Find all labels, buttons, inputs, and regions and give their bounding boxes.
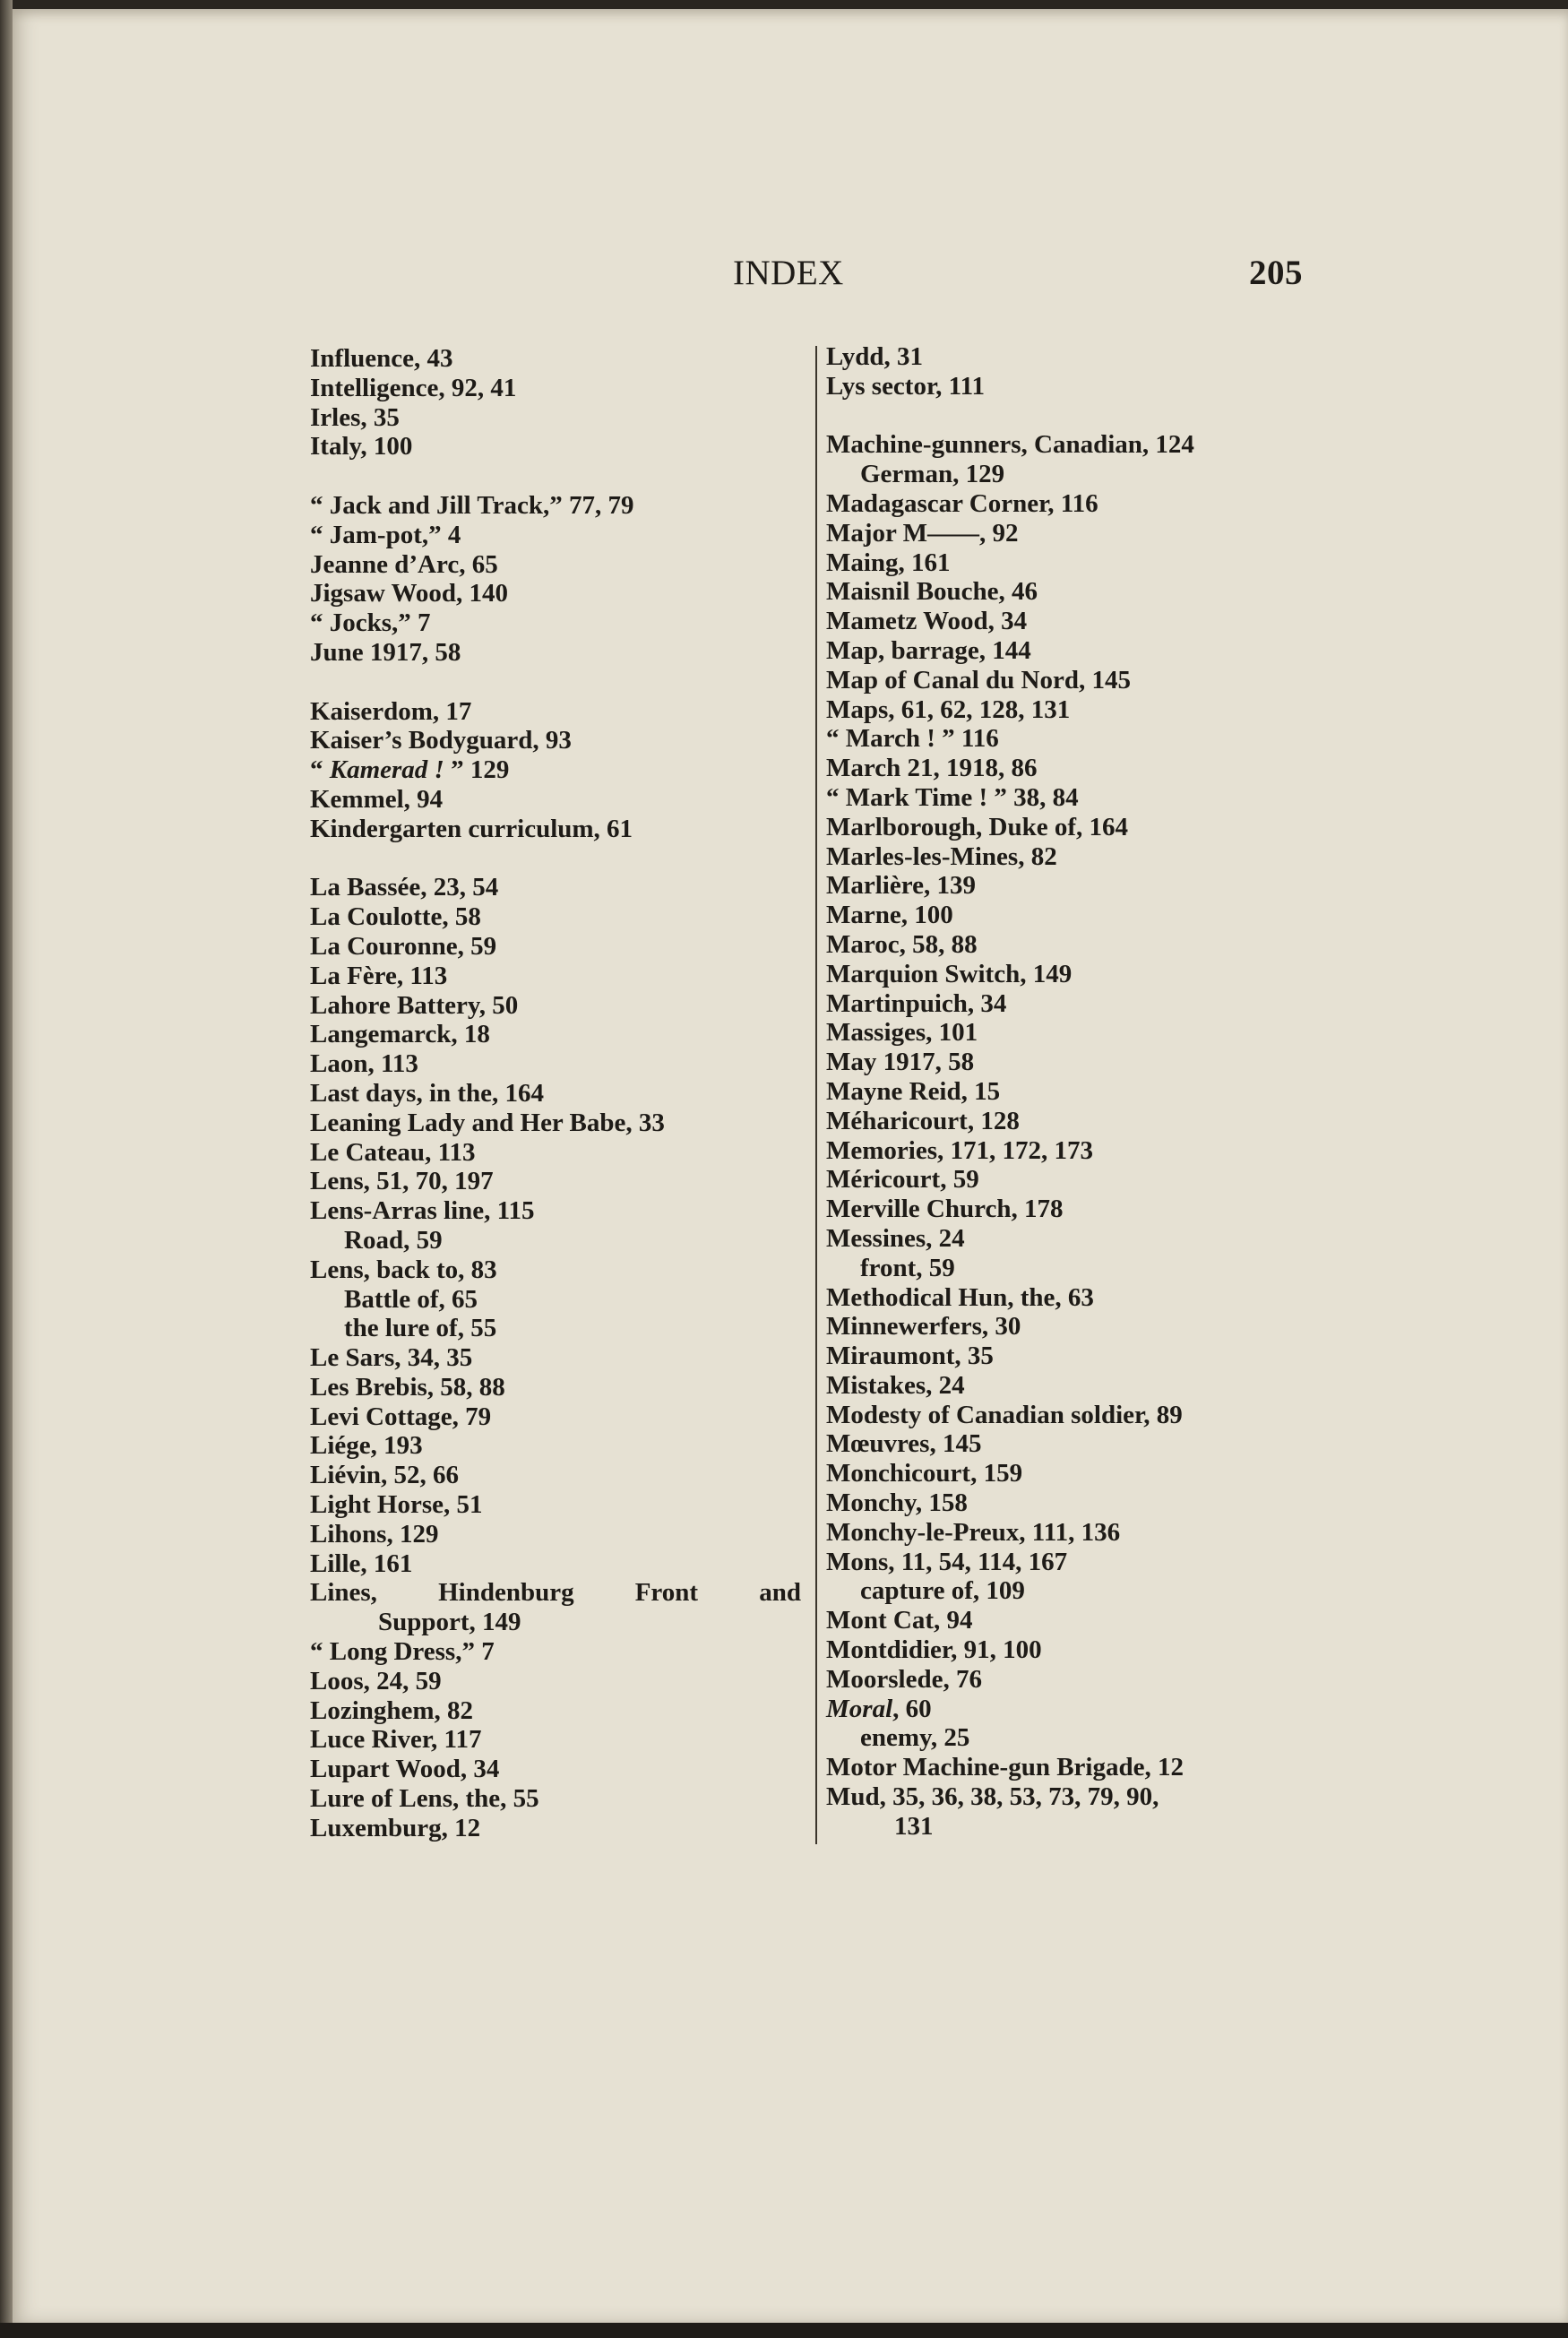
index-entry: Maps, 61, 62, 128, 131 — [826, 694, 1071, 724]
index-entry: “ Mark Time ! ” 38, 84 — [826, 782, 1079, 812]
index-entry: Italy, 100 — [310, 432, 413, 462]
index-entry: Monchy, 158 — [826, 1488, 968, 1518]
index-entry: Lys sector, 111 — [826, 371, 985, 401]
index-entry: Kindergarten curriculum, 61 — [310, 814, 633, 843]
index-entry: Les Brebis, 58, 88 — [310, 1372, 505, 1402]
index-entry: Lure of Lens, the, 55 — [310, 1784, 539, 1814]
index-entry: La Bassée, 23, 54 — [310, 873, 499, 902]
index-entry: Major M——, 92 — [826, 518, 1019, 548]
index-entry: Jigsaw Wood, 140 — [310, 579, 509, 608]
index-entry: Light Horse, 51 — [310, 1490, 483, 1520]
index-entry — [826, 1695, 1328, 1724]
index-entry: Lahore Battery, 50 — [310, 990, 519, 1020]
index-entry: March 21, 1918, 86 — [826, 754, 1038, 783]
index-entry: “ Jack and Jill Track,” 77, 79 — [310, 490, 634, 520]
index-entry: June 1917, 58 — [310, 637, 461, 667]
index-entry: Madagascar Corner, 116 — [826, 488, 1098, 518]
index-entry: Mametz Wood, 34 — [826, 607, 1028, 636]
index-entry: Mœuvres, 145 — [826, 1429, 982, 1459]
index-entry: Moorslede, 76 — [826, 1664, 982, 1694]
index-entry: Loos, 24, 59 — [310, 1666, 442, 1695]
index-entry: Leaning Lady and Her Babe, 33 — [310, 1108, 665, 1137]
entry-word: Front — [634, 1578, 699, 1608]
index-entry: Kaiserdom, 17 — [310, 696, 472, 726]
index-entry: Massiges, 101 — [826, 1018, 978, 1048]
index-entry: Montdidier, 91, 100 — [826, 1635, 1042, 1665]
index-entry: Machine-gunners, Canadian, 124 — [826, 430, 1194, 460]
entry-text-italic: Moral — [826, 1694, 893, 1723]
index-subentry: front, 59 — [860, 1253, 955, 1282]
entry-text: , 60 — [892, 1694, 932, 1723]
index-entry: Last days, in the, 164 — [310, 1078, 545, 1108]
entry-text: “ — [310, 755, 330, 785]
index-entry: Mud, 35, 36, 38, 53, 73, 79, 90, — [826, 1782, 1159, 1812]
index-subentry: German, 129 — [860, 460, 1005, 489]
index-entry: Liévin, 52, 66 — [310, 1461, 459, 1490]
index-entry: La Coulotte, 58 — [310, 902, 481, 932]
index-entry: Monchy-le-Preux, 111, 136 — [826, 1517, 1121, 1547]
index-entry: Liége, 193 — [310, 1431, 423, 1461]
index-continuation: Support, 149 — [378, 1608, 521, 1637]
index-entry: Lozinghem, 82 — [310, 1695, 474, 1725]
entry-text: ” 129 — [444, 755, 510, 785]
index-entry: “ March ! ” 116 — [826, 724, 999, 754]
section-gap — [310, 844, 801, 874]
running-head — [0, 253, 1568, 298]
index-entry: Luxemburg, 12 — [310, 1813, 481, 1842]
index-entry: Méharicourt, 128 — [826, 1106, 1020, 1135]
index-entry: Méricourt, 59 — [826, 1165, 979, 1195]
page-title: INDEX — [733, 254, 844, 292]
index-entry: Martinpuich, 34 — [826, 988, 1007, 1018]
index-entry: Mont Cat, 94 — [826, 1606, 973, 1635]
section-gap — [826, 401, 1328, 431]
index-entry: Messines, 24 — [826, 1223, 965, 1253]
index-entry: “ Jam-pot,” 4 — [310, 520, 461, 549]
index-entry: Mons, 11, 54, 114, 167 — [826, 1547, 1068, 1576]
index-entry: Irles, 35 — [310, 402, 400, 432]
index-entry: Intelligence, 92, 41 — [310, 373, 517, 402]
index-entry: Langemarck, 18 — [310, 1020, 490, 1049]
index-entry: Map of Canal du Nord, 145 — [826, 665, 1131, 694]
index-entry: Lihons, 129 — [310, 1519, 439, 1549]
index-entry: Kaiser’s Bodyguard, 93 — [310, 726, 572, 755]
index-entry: Marquion Switch, 149 — [826, 959, 1073, 988]
index-subentry: Battle of, 65 — [344, 1284, 478, 1314]
index-entry: Lupart Wood, 34 — [310, 1755, 500, 1784]
column-divider — [815, 346, 817, 1844]
index-entry: Marlière, 139 — [826, 871, 976, 901]
index-entry: Minnewerfers, 30 — [826, 1312, 1021, 1342]
index-entry — [310, 755, 801, 785]
index-entry: “ Jocks,” 7 — [310, 608, 431, 638]
index-entry: Kemmel, 94 — [310, 784, 444, 814]
index-subentry: Road, 59 — [344, 1225, 443, 1255]
index-entry: Monchicourt, 159 — [826, 1459, 1023, 1488]
index-entry: Motor Machine-gun Brigade, 12 — [826, 1753, 1184, 1782]
section-gap — [310, 668, 801, 697]
index-subentry: the lure of, 55 — [344, 1314, 497, 1343]
index-entry: Jeanne d’Arc, 65 — [310, 549, 498, 579]
index-entry: Marlborough, Duke of, 164 — [826, 812, 1129, 841]
index-entry: Maisnil Bouche, 46 — [826, 577, 1038, 607]
index-entry: Marne, 100 — [826, 901, 953, 930]
index-entry: Maroc, 58, 88 — [826, 929, 978, 959]
index-entry: Mayne Reid, 15 — [826, 1076, 1001, 1106]
index-subentry: enemy, 25 — [860, 1723, 970, 1753]
entry-word: Lines, — [310, 1578, 377, 1608]
index-entry: Map, barrage, 144 — [826, 635, 1031, 665]
index-subentry: capture of, 109 — [860, 1576, 1025, 1606]
index-entry: Influence, 43 — [310, 344, 453, 373]
index-entry: Lens-Arras line, 115 — [310, 1196, 535, 1226]
index-entry: “ Long Dress,” 7 — [310, 1637, 495, 1667]
index-entry: Mistakes, 24 — [826, 1370, 965, 1400]
index-entry: Lille, 161 — [310, 1549, 413, 1578]
index-entry: Modesty of Canadian soldier, 89 — [826, 1400, 1183, 1429]
page-bottom-edge — [0, 2323, 1568, 2338]
index-column-right — [826, 342, 1328, 1842]
page-number: 205 — [1249, 254, 1303, 292]
index-entry: La Couronne, 59 — [310, 931, 497, 961]
index-entry: Lens, 51, 70, 197 — [310, 1167, 494, 1196]
index-entry: Miraumont, 35 — [826, 1342, 994, 1371]
entry-word: Hindenburg — [438, 1578, 574, 1608]
index-entry: La Fère, 113 — [310, 961, 448, 990]
index-entry: Lydd, 31 — [826, 342, 923, 371]
index-entry: Le Cateau, 113 — [310, 1137, 476, 1167]
section-gap — [310, 462, 801, 491]
index-entry: Merville Church, 178 — [826, 1195, 1064, 1224]
index-entry: Methodical Hun, the, 63 — [826, 1282, 1094, 1312]
index-entry: Maing, 161 — [826, 548, 951, 577]
index-entry: Levi Cottage, 79 — [310, 1402, 492, 1431]
page-edge — [0, 0, 13, 2323]
index-column-left — [310, 344, 801, 1843]
index-entry-justified — [310, 1578, 801, 1608]
index-entry: Luce River, 117 — [310, 1725, 482, 1755]
index-entry: Marles-les-Mines, 82 — [826, 841, 1057, 871]
index-entry: Lens, back to, 83 — [310, 1255, 497, 1284]
entry-text-italic: Kamerad ! — [329, 755, 444, 785]
index-continuation: 131 — [894, 1811, 934, 1841]
entry-word: and — [759, 1578, 801, 1608]
index-entry: Le Sars, 34, 35 — [310, 1343, 473, 1373]
index-entry: Memories, 171, 172, 173 — [826, 1135, 1093, 1165]
index-entry: Laon, 113 — [310, 1049, 418, 1079]
index-entry: May 1917, 58 — [826, 1048, 975, 1077]
